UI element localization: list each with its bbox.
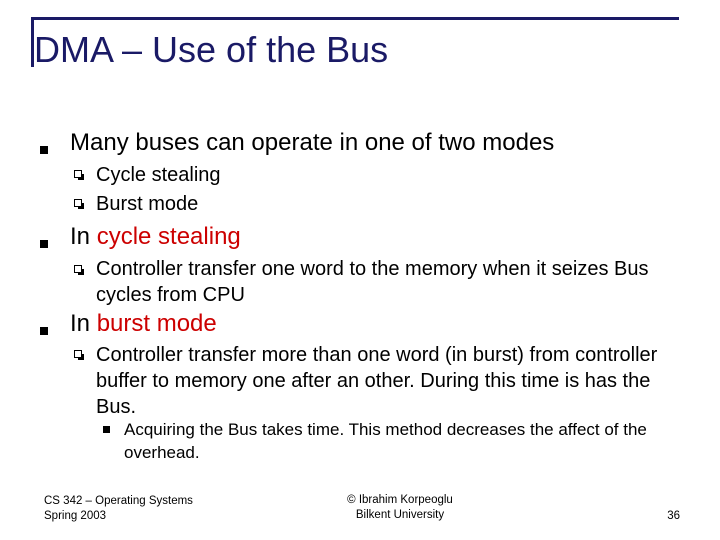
footer-author-line2: Bilkent University <box>355 509 445 521</box>
sub-bullet-box-icon <box>74 350 82 358</box>
sub-bullet-cycle-stealing: Cycle stealing <box>96 164 221 186</box>
bullet-2-text <box>70 223 241 251</box>
footer-course-line2: Spring 2003 <box>44 510 107 522</box>
bullet-1-text: Many buses can operate in one of two modes <box>70 129 555 156</box>
footer-course-line1: CS 342 – Operating Systems <box>44 495 193 507</box>
sub-bullet-box-icon <box>74 170 82 178</box>
sub-bullet-burst-mode-desc: Controller transfer more than one word (in burst) from controller buffer to memory one after an other. During this time is has the Bus. <box>96 344 658 418</box>
bullet-square-icon <box>40 327 48 335</box>
bullet-square-icon <box>103 426 110 433</box>
sub-bullet-cycle-stealing-desc: Controller transfer one word to the memory when it seizes Bus cycles from CPU <box>96 258 649 306</box>
footer-author-line1: © Ibrahim Korpeoglu <box>347 494 453 506</box>
bullet-2-prefix: In <box>70 223 97 250</box>
sub-sub-bullet-overhead: Acquiring the Bus takes time. This method decreases the affect of the overhead. <box>124 420 647 462</box>
footer-course <box>44 494 193 524</box>
footer-page-number: 36 <box>667 510 680 522</box>
bullet-2-highlight: cycle stealing <box>96 223 241 250</box>
title-frame-top-line <box>31 17 679 20</box>
sub-bullet-box-icon <box>74 199 82 207</box>
bullet-3-prefix: In <box>70 310 97 337</box>
bullet-3-text <box>70 310 217 338</box>
sub-bullet-burst-mode: Burst mode <box>96 193 199 215</box>
bullet-square-icon <box>40 146 48 154</box>
bullet-square-icon <box>40 240 48 248</box>
footer-author <box>330 493 470 523</box>
sub-bullet-box-icon <box>74 265 82 273</box>
slide-title: DMA – Use of the Bus <box>34 29 389 70</box>
bullet-3-highlight: burst mode <box>96 310 217 337</box>
